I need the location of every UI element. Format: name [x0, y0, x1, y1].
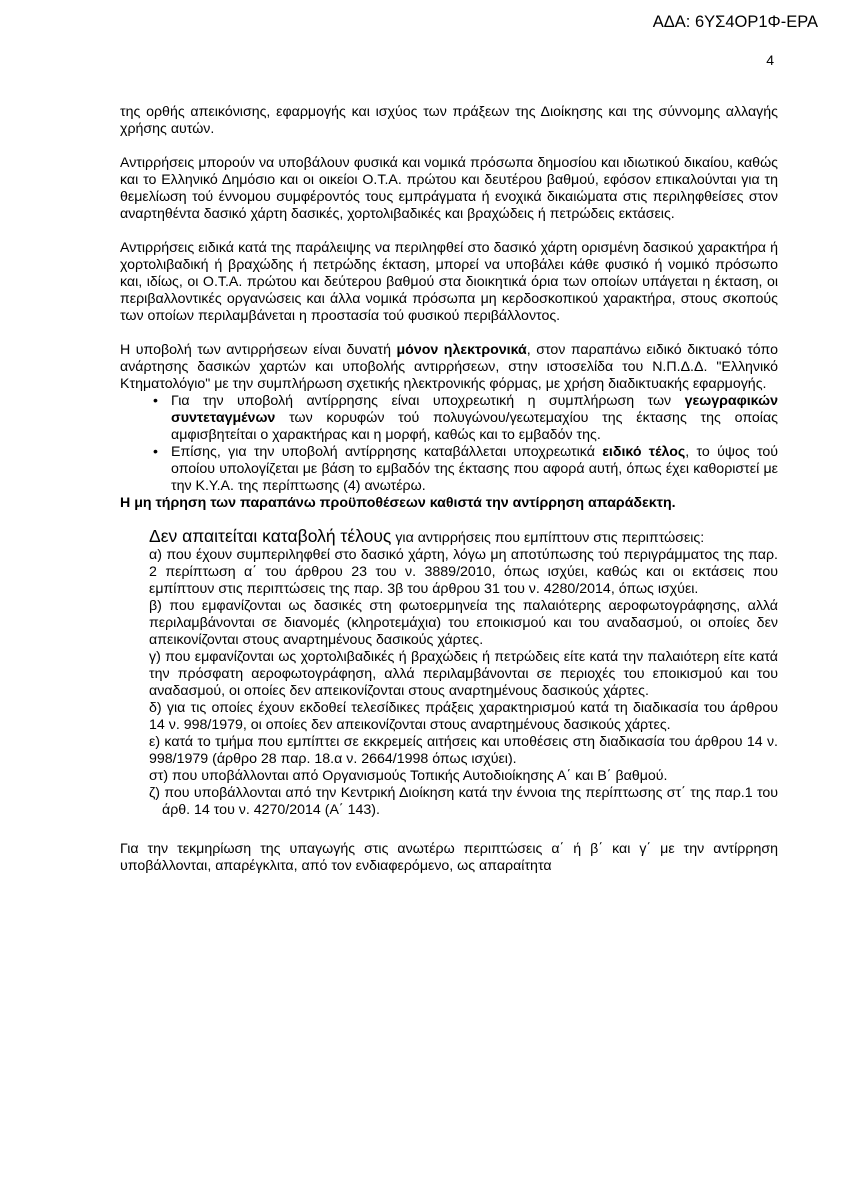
submission-text-pre: Η υποβολή των αντιρρήσεων είναι δυνατή	[120, 342, 397, 358]
list-item-bold: γεωγραφικών συντεταγμένων	[171, 393, 778, 426]
exemption-item-d: δ) για τις οποίες έχουν εκδοθεί τελεσίδικες πράξεις χαρακτηρισμού κατά τη διαδικασία του άρθρου 14 ν. 998/1979, οι οποίες δεν απεικονίζονται στους αναρτημένους δασικούς χάρτες.	[149, 700, 778, 733]
list-item	[120, 444, 778, 495]
exemption-item-z: ζ) που υποβάλλονται από την Κεντρική Διοίκηση κατά την έννοια της περίπτωσης στ΄ της παρ.1 του άρθ. 14 του ν. 4270/2014 (Α΄ 143).	[149, 785, 778, 818]
paragraph-documentation: Για την τεκμηρίωση της υπαγωγής στις ανωτέρω περιπτώσεις α΄ ή β΄ και γ΄ με την αντίρρηση υποβάλλονται, απαρέγκλιτα, από τον ενδιαφερόμενο, ως απαραίτητα	[120, 841, 778, 874]
requirements-list	[120, 393, 778, 495]
bullet-icon: •	[153, 393, 158, 409]
exemption-item-st: στ) που υποβάλλονται από Οργανισμούς Τοπικής Αυτοδιοίκησης Α΄ και Β΄ βαθμού.	[149, 768, 668, 784]
exemption-item-e: ε) κατά το τμήμα που εμπίπτει σε εκκρεμείς αιτήσεις και υποθέσεις στη διαδικασία του άρθρου 14 ν. 998/1979 (άρθρο 28 παρ. 18.α ν. 2664/1998 όπως ισχύει).	[149, 734, 778, 767]
list-item-pre: Για την υποβολή αντίρρησης είναι υποχρεωτική η συμπλήρωση των	[171, 393, 685, 409]
exemption-item-b: β) που εμφανίζονται ως δασικές στη φωτοερμηνεία της παλαιότερης αεροφωτογράφησης, αλλά περιλαμβάνονται σε διανομές (κληροτεμάχια) του εποικισμού και του αναδασμού, οι οποίες δεν απεικονίζονται στους αναρτημένους δασικούς χάρτες.	[149, 598, 778, 648]
list-item-pre: Επίσης, για την υποβολή αντίρρησης καταβάλλεται υποχρεωτικά	[171, 444, 603, 460]
fee-exemptions	[149, 528, 778, 819]
submission-text-post: , στον παραπάνω ειδικό δικτυακό τόπο ανάρτησης δασικών χαρτών και υποβολής αντιρρήσεων, στην ιστοσελίδα του Ν.Π.Δ.Δ. "Ελληνικό Κτηματολόγιο" με την συμπλήρωση σχετικής ηλεκτρονικής φόρμας, με χρήση διαδικτυακής εφαρμογής.	[120, 342, 778, 392]
paragraph-objectors: Αντιρρήσεις μπορούν να υποβάλουν φυσικά και νομικά πρόσωπα δημοσίου και ιδιωτικού δικαίου, καθώς και το Ελληνικό Δημόσιο και οι οικείοι Ο.Τ.Α. πρώτου και δευτέρου βαθμού, εφόσον επικαλούνται για τη θεμελίωση τού έννομου συμφέροντός τους εμπράγματα ή ενοχικά δικαιώματα στις περιληφθείσες στον αναρτηθέντα δασικό χάρτη δασικές, χορτολιβαδικές και βραχώδεις ή πετρώδεις εκτάσεις.	[120, 155, 778, 222]
ada-code: ΑΔΑ: 6ΥΣ4ΟΡ1Φ-ΕΡΑ	[652, 13, 818, 31]
submission-text-bold: μόνον ηλεκτρονικά	[396, 342, 527, 358]
document-body	[120, 104, 778, 875]
list-item-post: των κορυφών τού πολυγώνου/γεωτεμαχίου της έκτασης της οποίας αμφισβητείται ο χαρακτήρας και η μορφή, καθώς και το εμβαδόν της.	[171, 410, 778, 443]
paragraph-continuation: της ορθής απεικόνισης, εφαρμογής και ισχύος των πράξεων της Διοίκησης και της σύννομης αλλαγής χρήσης αυτών.	[120, 104, 778, 137]
page-number: 4	[766, 52, 774, 68]
fee-exemptions-lead	[149, 528, 778, 547]
list-item	[120, 393, 778, 444]
list-item-post: , το ύψος τού οποίου υπολογίζεται με βάση το εμβαδόν της έκτασης που αφορά αυτή, όπως έχει καθοριστεί με την Κ.Υ.Α. της περίπτωσης (4) ανωτέρω.	[171, 444, 779, 494]
fee-exemptions-heading: Δεν απαιτείται καταβολή τέλους	[149, 526, 392, 546]
fee-exemptions-lead-text: για αντιρρήσεις που εμπίπτουν στις περιπτώσεις:	[391, 530, 705, 546]
list-item-bold: ειδικό τέλος	[602, 444, 686, 460]
paragraph-electronic-submission	[120, 342, 778, 393]
inadmissibility-warning: Η μη τήρηση των παραπάνω προϋποθέσεων καθιστά την αντίρρηση απαράδεκτη.	[120, 495, 676, 511]
bullet-icon: •	[153, 444, 158, 460]
exemption-item-c: γ) που εμφανίζονται ως χορτολιβαδικές ή βραχώδεις ή πετρώδεις είτε κατά την παλαιότερη είτε κατά την πρόσφατη αεροφωτογράφηση, αλλά περιλαμβάνονται σε περιοχές του εποικισμού και του αναδασμού, οι οποίες δεν απεικονίζονται στους αναρτημένους δασικούς χάρτες.	[149, 649, 778, 699]
exemption-item-a: α) που έχουν συμπεριληφθεί στο δασικό χάρτη, λόγω μη αποτύπωσης τού περιγράμματος της παρ. 2 περίπτωση α΄ του άρθρου 23 του ν. 3889/2010, όπως ισχύει, καθώς και οι εκτάσεις που εμπίπτουν στις περιπτώσεις της παρ. 3β του άρθρου 31 του ν. 4280/2014, όπως ισχύει.	[149, 547, 778, 597]
paragraph-omission-objections: Αντιρρήσεις ειδικά κατά της παράλειψης να περιληφθεί στο δασικό χάρτη ορισμένη δασικού χαρακτήρα ή χορτολιβαδική ή βραχώδης ή πετρώδης έκταση, μπορεί να υποβάλει κάθε φυσικό ή νομικό πρόσωπο και, ιδίως, οι Ο.Τ.Α. πρώτου και δεύτερου βαθμού στα διοικητικά όρια των οποίων υπάγεται η έκταση, οι περιβαλλοντικές οργανώσεις και άλλα νομικά πρόσωπα μη κερδοσκοπικού χαρακτήρα, στους σκοπούς των οποίων περιλαμβάνεται η προστασία τού φυσικού περιβάλλοντος.	[120, 240, 778, 324]
